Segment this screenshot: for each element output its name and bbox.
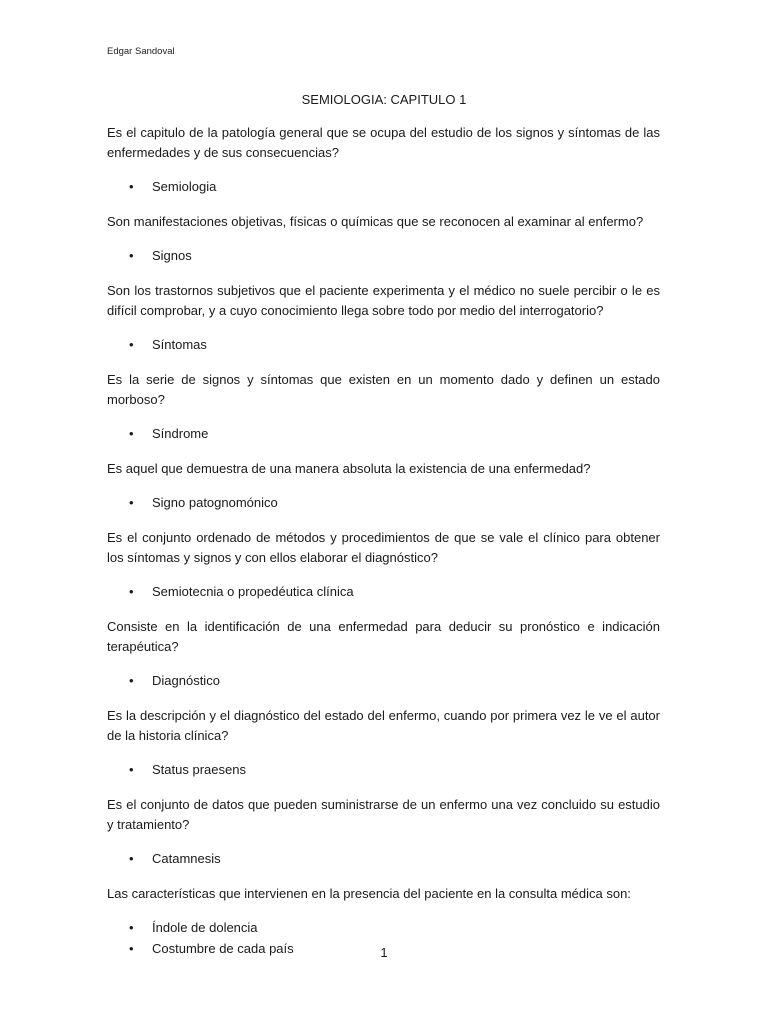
answer-item bbox=[107, 848, 660, 869]
answer-text: Diagnóstico bbox=[152, 673, 220, 688]
answer-text: Costumbre de cada país bbox=[152, 941, 294, 956]
bullet-icon: • bbox=[129, 762, 134, 777]
question-text: Es la serie de signos y síntomas que existen en un momento dado y definen un estado morboso? bbox=[107, 372, 660, 407]
question-text: Es la descripción y el diagnóstico del estado del enfermo, cuando por primera vez le ve el autor de la historia clínica? bbox=[107, 708, 660, 743]
answer-text: Semiotecnia o propedéutica clínica bbox=[152, 584, 354, 599]
bullet-icon: • bbox=[129, 179, 134, 194]
question-text: Las características que intervienen en la presencia del paciente en la consulta médica son: bbox=[107, 886, 631, 901]
answer-list bbox=[107, 176, 660, 197]
answer-text: Signo patognomónico bbox=[152, 495, 278, 510]
answer-list bbox=[107, 759, 660, 780]
bullet-icon: • bbox=[129, 426, 134, 441]
question-text: Son los trastornos subjetivos que el paciente experimenta y el médico no suele percibir o le es difícil comprobar, y a cuyo conocimiento llega sobre todo por medio del interrogatorio? bbox=[107, 283, 660, 318]
answer-list bbox=[107, 492, 660, 513]
bullet-icon: • bbox=[129, 941, 134, 956]
answer-item bbox=[107, 917, 660, 938]
bullet-icon: • bbox=[129, 337, 134, 352]
question-text: Consiste en la identificación de una enfermedad para deducir su pronóstico e indicación terapéutica? bbox=[107, 619, 660, 654]
answer-text: Síndrome bbox=[152, 426, 209, 441]
answer-list bbox=[107, 334, 660, 355]
answer-list bbox=[107, 245, 660, 266]
bullet-icon: • bbox=[129, 584, 134, 599]
answer-list bbox=[107, 581, 660, 602]
document-body bbox=[107, 123, 660, 974]
answer-item bbox=[107, 581, 660, 602]
answer-list bbox=[107, 670, 660, 691]
question-text: Es aquel que demuestra de una manera absoluta la existencia de una enfermedad? bbox=[107, 461, 591, 476]
document-title: SEMIOLOGIA: CAPITULO 1 bbox=[301, 92, 467, 107]
answer-item bbox=[107, 492, 660, 513]
page-number: 1 bbox=[380, 945, 388, 960]
answer-text: Status praesens bbox=[152, 762, 246, 777]
answer-item bbox=[107, 423, 660, 444]
answer-text: Índole de dolencia bbox=[152, 920, 258, 935]
question-text: Es el capitulo de la patología general que se ocupa del estudio de los signos y síntomas de las enfermedades y de sus consecuencias? bbox=[107, 125, 660, 160]
bullet-icon: • bbox=[129, 851, 134, 866]
header-author: Edgar Sandoval bbox=[107, 46, 175, 57]
answer-text: Semiologia bbox=[152, 179, 217, 194]
answer-item bbox=[107, 759, 660, 780]
answer-text: Síntomas bbox=[152, 337, 207, 352]
answer-item bbox=[107, 176, 660, 197]
answer-item bbox=[107, 334, 660, 355]
bullet-icon: • bbox=[129, 920, 134, 935]
answer-text: Signos bbox=[152, 248, 192, 263]
bullet-icon: • bbox=[129, 495, 134, 510]
question-text: Son manifestaciones objetivas, físicas o químicas que se reconocen al examinar al enfermo? bbox=[107, 214, 644, 229]
question-text: Es el conjunto de datos que pueden suministrarse de un enfermo una vez concluido su estudio y tratamiento? bbox=[107, 797, 660, 832]
answer-item bbox=[107, 245, 660, 266]
answer-list bbox=[107, 423, 660, 444]
answer-text: Catamnesis bbox=[152, 851, 221, 866]
bullet-icon: • bbox=[129, 673, 134, 688]
answer-item bbox=[107, 670, 660, 691]
answer-list bbox=[107, 848, 660, 869]
question-text: Es el conjunto ordenado de métodos y procedimientos de que se vale el clínico para obtener los síntomas y signos y con ellos elaborar el diagnóstico? bbox=[107, 530, 660, 565]
bullet-icon: • bbox=[129, 248, 134, 263]
